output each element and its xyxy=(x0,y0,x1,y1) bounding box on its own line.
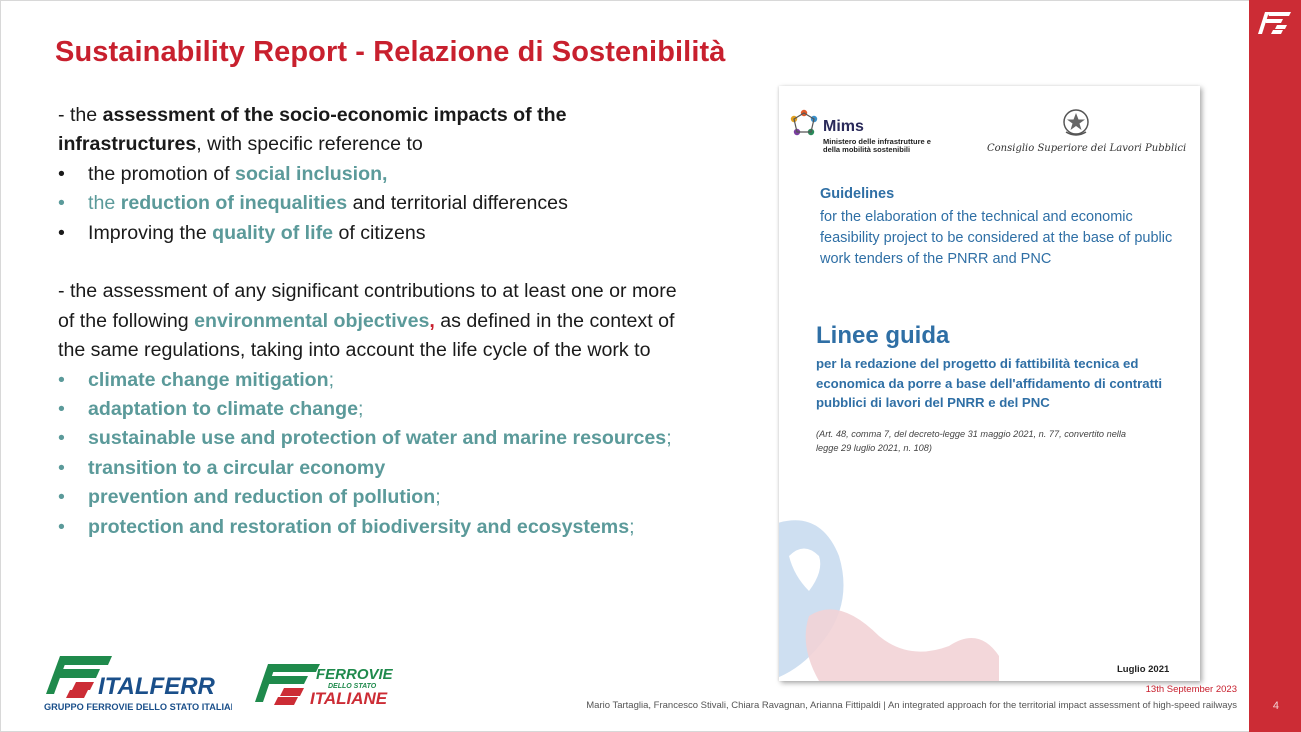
italferr-logo xyxy=(42,652,232,719)
paragraph-environmental: - the assessment of any significant contributions to at least one or more of the following environmental objectives, as defined in the context of the same regulations, taking into account the life cycle of the work to xyxy=(58,280,677,362)
footer-date: 13th September 2023 xyxy=(1145,684,1237,695)
guidelines-document-image xyxy=(779,86,1200,681)
bullet-list-social xyxy=(58,160,688,248)
linee-guida-title: Linee guida xyxy=(816,322,950,349)
bullet-list-environmental xyxy=(58,366,688,542)
document-date: Luglio 2021 xyxy=(1117,664,1170,675)
italferr-name: ITALFERR xyxy=(98,673,215,700)
footer-authors: Mario Tartaglia, Francesco Stivali, Chiara Ravagnan, Arianna Fittipaldi xyxy=(586,700,881,711)
mims-logo-icon xyxy=(789,108,819,138)
consiglio-name: Consiglio Superiore dei Lavori Pubblici xyxy=(987,143,1187,154)
guidelines-body: for the elaboration of the technical and economic feasibility project to be considered at the base of public work tenders of the PNRR and PNC xyxy=(820,209,1173,267)
ferrovie-logo-icon xyxy=(254,660,424,712)
footer-separator: | xyxy=(883,700,886,711)
list-item: • adaptation to climate change; xyxy=(58,395,688,424)
italferr-logo-icon xyxy=(42,652,232,714)
footer-citation xyxy=(586,700,1237,711)
list-item: • the promotion of social inclusion, xyxy=(58,160,688,189)
linee-guida-body: per la redazione del progetto di fattibilità tecnica ed economica da porre a base dell'affidamento di contratti pubblici di lavori del PNRR e del PNC xyxy=(816,356,1163,410)
ferrovie-logo xyxy=(254,660,424,717)
list-item: • climate change mitigation; xyxy=(58,366,688,395)
ferrovie-name: FERROVIE xyxy=(316,666,393,683)
mims-name: Mims xyxy=(823,118,864,135)
list-item: • Improving the quality of life of citizens xyxy=(58,219,688,248)
list-item: • transition to a circular economy xyxy=(58,454,688,483)
footer-paper-title: An integrated approach for the territorial impact assessment of high-speed railways xyxy=(887,700,1237,711)
page-number: 4 xyxy=(1272,700,1279,712)
decorative-shapes xyxy=(779,496,1200,681)
list-item: • sustainable use and protection of water and marine resources; xyxy=(58,424,688,453)
mims-subtitle: Ministero delle infrastrutture e della mobilità sostenibili xyxy=(823,137,931,154)
dello-stato: DELLO STATO xyxy=(328,683,377,690)
list-item: • protection and restoration of biodiversity and ecosystems; xyxy=(58,513,688,542)
fs-logo-icon xyxy=(1257,10,1293,36)
page-title: Sustainability Report - Relazione di Sostenibilità xyxy=(55,36,726,68)
paragraph-socio-economic: - the assessment of the socio-economic impacts of the infrastructures, with specific reference to xyxy=(58,104,567,156)
body-text xyxy=(58,101,688,542)
italferr-subtitle: GRUPPO FERROVIE DELLO STATO ITALIANE xyxy=(44,702,232,712)
list-item: • the reduction of inequalities and territorial differences xyxy=(58,189,688,218)
italian-emblem-icon xyxy=(1062,108,1090,138)
article-reference: (Art. 48, comma 7, del decreto-legge 31 maggio 2021, n. 77, convertito nella legge 29 luglio 2021, n. 108) xyxy=(816,429,1127,453)
guidelines-title: Guidelines xyxy=(820,186,895,202)
italiane-name: ITALIANE xyxy=(310,689,388,708)
list-item: • prevention and reduction of pollution; xyxy=(58,483,688,512)
side-bar xyxy=(1249,0,1301,732)
